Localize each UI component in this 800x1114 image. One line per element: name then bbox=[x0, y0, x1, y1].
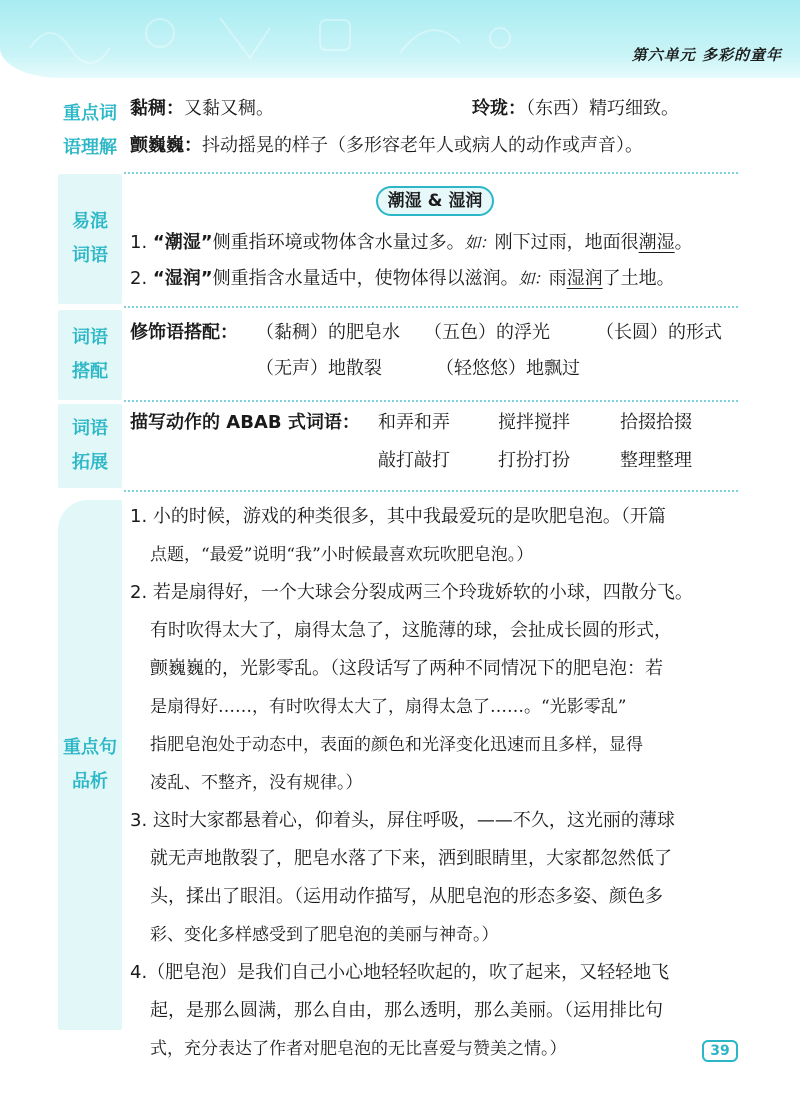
sentence-line: 头，揉出了眼泪。（运用动作描写，从肥皂泡的形态多姿、颜色多 bbox=[150, 886, 663, 907]
vocab-term: 颤巍巍： bbox=[130, 135, 202, 156]
label-line: 重点词 bbox=[63, 103, 117, 124]
confusable-title-badge: 潮湿 & 湿润 bbox=[376, 186, 494, 216]
page-number: 39 bbox=[702, 1040, 738, 1062]
expansion-word: 打扮打扮 bbox=[498, 450, 570, 471]
sentence-line: 就无声地散裂了，肥皂水落了下来，洒到眼睛里，大家都忽然低了 bbox=[150, 848, 672, 869]
example-highlight: 湿润 bbox=[566, 268, 603, 289]
sentence-line: 是扇得好……，有时吹得太大了，扇得太急了……。“光影零乱” bbox=[150, 697, 627, 717]
section-divider bbox=[124, 172, 738, 174]
label-line: 词语 bbox=[72, 418, 108, 439]
vocab-definition: 又黏又稠。 bbox=[184, 98, 274, 119]
sentence-line: 有时吹得太大了，扇得太急了，这脆薄的球，会扯成长圆的形式， bbox=[150, 620, 672, 641]
confusable-explanation: 侧重指环境或物体含水量过多。 bbox=[212, 232, 465, 253]
sentence-line: 颤巍巍的，光影零乱。（这段话写了两种不同情况下的肥皂泡：若 bbox=[150, 658, 663, 679]
confusable-term: “潮湿” bbox=[152, 232, 213, 253]
collocation-heading: 修饰语搭配： bbox=[130, 322, 238, 343]
expansion-word: 整理整理 bbox=[620, 450, 692, 471]
vocab-entry-1 bbox=[130, 94, 274, 124]
collocation-item: （五色）的浮光 bbox=[424, 322, 550, 343]
sentence-line: 4.（肥皂泡）是我们自己小心地轻轻吹起的，吹了起来，又轻轻地飞 bbox=[130, 962, 670, 983]
collocation-item: （轻悠悠）地飘过 bbox=[436, 358, 580, 379]
label-key-vocab bbox=[58, 92, 122, 170]
confusable-item-1 bbox=[130, 228, 693, 258]
example-text: 刚下过雨，地面很 bbox=[494, 232, 639, 253]
section-divider bbox=[124, 400, 738, 402]
vocab-entry-3 bbox=[130, 131, 643, 161]
sentence-line: 点题，“最爱”说明“我”小时候最喜欢玩吹肥皂泡。） bbox=[150, 545, 534, 565]
label-expansion bbox=[58, 404, 122, 488]
sentence-line: 1. 小的时候，游戏的种类很多，其中我最爱玩的是吹肥皂泡。（开篇 bbox=[130, 506, 666, 527]
sentence-line: 2. 若是扇得好，一个大球会分裂成两三个玲珑娇软的小球，四散分飞。 bbox=[130, 582, 693, 603]
vocab-term: 黏稠： bbox=[130, 98, 184, 119]
item-number: 2. bbox=[130, 268, 148, 289]
expansion-heading: 描写动作的 ABAB 式词语： bbox=[130, 412, 360, 433]
label-line: 语理解 bbox=[63, 137, 117, 158]
vocab-definition: （东西）精巧细致。 bbox=[526, 98, 679, 119]
example-text: 雨 bbox=[548, 268, 567, 289]
sentence-line: 式，充分表达了作者对肥皂泡的无比喜爱与赞美之情。） bbox=[150, 1039, 567, 1059]
sentence-line: 起，是那么圆满，那么自由，那么透明，那么美丽。（运用排比句 bbox=[150, 1000, 663, 1021]
example-text: 。 bbox=[674, 232, 693, 253]
label-line: 搭配 bbox=[72, 361, 108, 382]
confusable-term: “湿润” bbox=[152, 268, 213, 289]
example-marker: 如： bbox=[464, 233, 495, 252]
expansion-word: 和弄和弄 bbox=[378, 412, 450, 433]
label-line: 词语 bbox=[72, 327, 108, 348]
vocab-definition: 抖动摇晃的样子（多形容老年人或病人的动作或声音）。 bbox=[202, 135, 643, 156]
vocab-term: 玲珑： bbox=[472, 98, 526, 119]
sentence-analysis-4 bbox=[130, 954, 742, 1068]
expansion-word: 搅拌搅拌 bbox=[498, 412, 570, 433]
header-band bbox=[0, 0, 800, 78]
collocation-item: （无声）地散裂 bbox=[256, 358, 382, 379]
sentence-line: 彩、变化多样感受到了肥皂泡的美丽与神奇。） bbox=[150, 925, 499, 945]
sentence-line: 指肥皂泡处于动态中，表面的颜色和光泽变化迅速而且多样，显得 bbox=[150, 735, 643, 755]
example-highlight: 潮湿 bbox=[638, 232, 675, 253]
label-key-sentences bbox=[58, 500, 122, 1030]
collocation-item: （长圆）的形式 bbox=[596, 322, 722, 343]
section-divider bbox=[124, 306, 738, 308]
label-line: 重点句 bbox=[63, 737, 117, 758]
section-divider bbox=[124, 490, 738, 492]
decorative-doodles-icon bbox=[20, 8, 540, 68]
label-line: 词语 bbox=[72, 245, 108, 266]
example-text: 了土地。 bbox=[602, 268, 675, 289]
sentence-analysis-1 bbox=[130, 498, 742, 574]
label-line: 易混 bbox=[72, 211, 108, 232]
sentence-line: 3. 这时大家都悬着心，仰着头，屏住呼吸，——不久，这光丽的薄球 bbox=[130, 810, 675, 831]
sentence-analysis-2 bbox=[130, 574, 742, 802]
sentence-line: 凌乱、不整齐，没有规律。） bbox=[150, 773, 363, 793]
label-confusable-words bbox=[58, 174, 122, 304]
item-number: 1. bbox=[130, 232, 148, 253]
expansion-word: 敲打敲打 bbox=[378, 450, 450, 471]
expansion-word: 拾掇拾掇 bbox=[620, 412, 692, 433]
confusable-item-2 bbox=[130, 264, 675, 294]
example-marker: 如： bbox=[518, 269, 549, 288]
label-line: 品析 bbox=[72, 771, 108, 792]
label-collocation bbox=[58, 310, 122, 400]
vocab-entry-2 bbox=[472, 94, 679, 124]
label-line: 拓展 bbox=[72, 452, 108, 473]
confusable-explanation: 侧重指含水量适中，使物体得以滋润。 bbox=[212, 268, 519, 289]
collocation-item: （黏稠）的肥皂水 bbox=[256, 322, 400, 343]
sentence-analysis-3 bbox=[130, 802, 742, 954]
unit-title: 第六单元 多彩的童年 bbox=[631, 46, 782, 64]
